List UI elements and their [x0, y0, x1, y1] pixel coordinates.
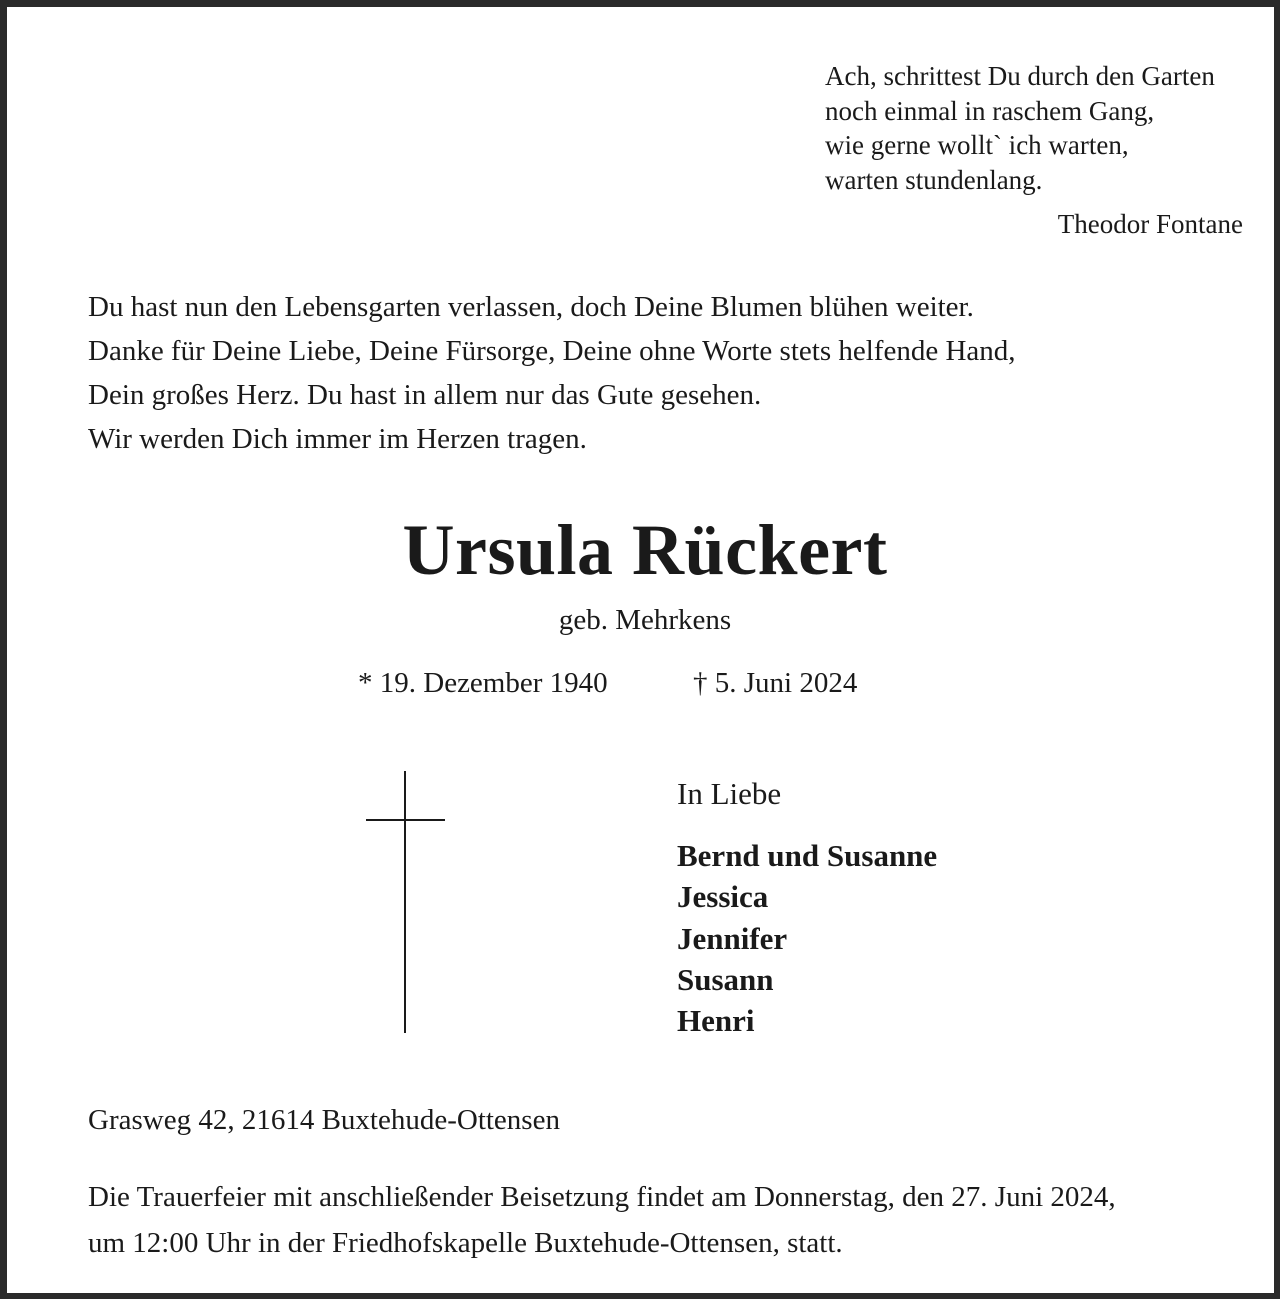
poem-line: noch einmal in raschem Gang,: [825, 95, 1155, 126]
intro-line: Wir werden Dich immer im Herzen tragen.: [88, 423, 587, 455]
mourner-name: Susann: [677, 961, 774, 997]
death-date: † 5. Juni 2024: [693, 667, 858, 699]
intro-text: [88, 285, 1016, 461]
poem-author: Theodor Fontane: [1057, 209, 1243, 239]
intro-line: Danke für Deine Liebe, Deine Fürsorge, Deine ohne Worte stets helfende Hand,: [88, 335, 1016, 367]
service-line: um 12:00 Uhr in der Friedhofskapelle Buxtehude-Ottensen, statt.: [88, 1227, 843, 1259]
mourner-name: Jennifer: [677, 920, 788, 956]
cross-icon: [366, 771, 446, 1033]
poem-line: warten stundenlang.: [825, 164, 1043, 195]
poem-line: Ach, schrittest Du durch den Garten: [825, 61, 1215, 91]
deceased-name: Ursula Rückert: [402, 510, 888, 590]
service-info: [88, 1174, 1116, 1266]
cross-vertical-bar: [404, 771, 406, 1033]
maiden-name: geb. Mehrkens: [558, 604, 732, 636]
intro-line: Du hast nun den Lebensgarten verlassen, doch Deine Blumen blühen weiter.: [88, 291, 974, 323]
service-line: Die Trauerfeier mit anschließender Beisetzung findet am Donnerstag, den 27. Juni 2024,: [88, 1181, 1116, 1213]
mourner-name: Jessica: [677, 879, 769, 915]
poem-line: wie gerne wollt` ich warten,: [825, 130, 1129, 160]
mourners-heading: In Liebe: [677, 776, 782, 811]
birth-date: * 19. Dezember 1940: [358, 667, 608, 699]
cross-horizontal-bar: [366, 819, 445, 821]
address: Grasweg 42, 21614 Buxtehude-Ottensen: [88, 1104, 560, 1136]
mourner-name: Henri: [677, 1003, 755, 1039]
poem-quote: [825, 59, 1245, 197]
mourners-list: [677, 835, 937, 1041]
mourner-name: Bernd und Susanne: [677, 838, 938, 873]
intro-line: Dein großes Herz. Du hast in allem nur das Gute gesehen.: [88, 379, 762, 411]
